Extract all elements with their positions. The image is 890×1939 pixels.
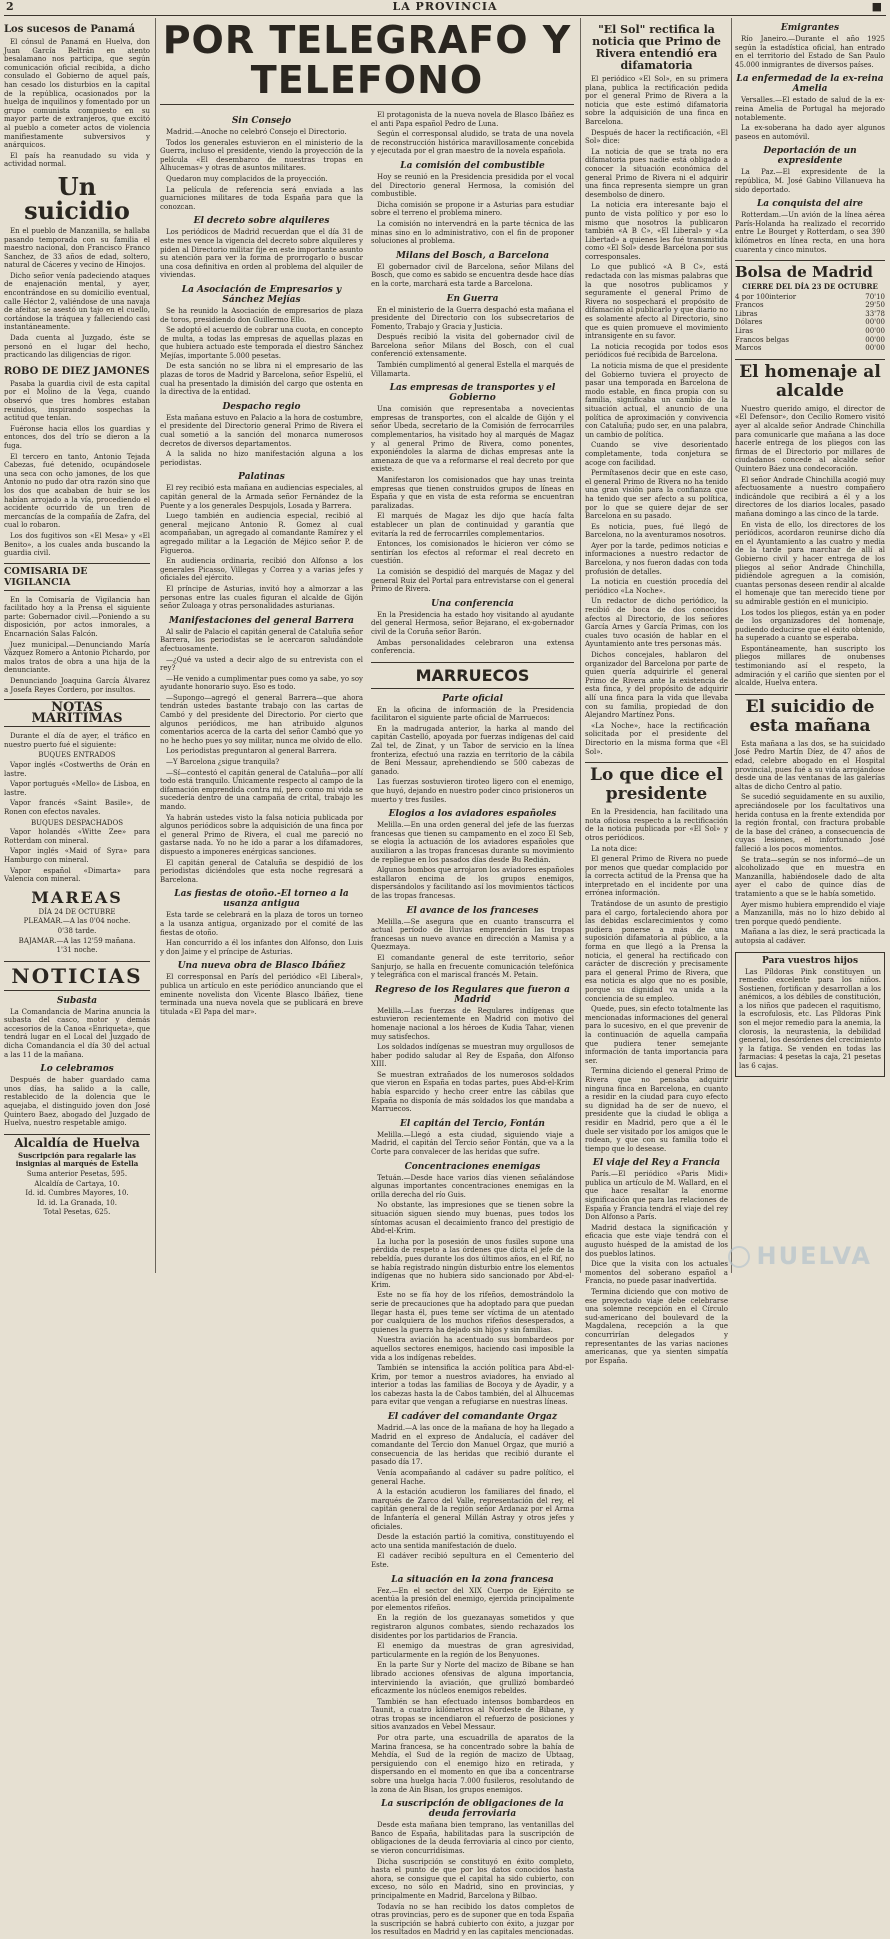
section-heading: La enfermedad de la ex-reina Amelia	[736, 74, 884, 95]
bolsa-label: Dólares	[735, 318, 763, 327]
article-paragraph: Todos los generales estuvieron en el ministerio de la Guerra, incluso el presidente, viendo la proyección de la película «El desembarco de nuestras tropas en Alhucemas» y otras de asuntos militares.	[160, 138, 363, 173]
article-paragraph: Se adoptó el acuerdo de cobrar una cuota, en concepto de multa, a todas las empresas de aquellas plazas en que hubiera actuado este temporada el diestro Sánchez Mejías, importante 5.000 pesetas.	[160, 326, 363, 360]
article-paragraph: Ayer mismo hubiera emprendido el viaje a Manzanilla, más no lo hizo debido al tren porque quedó pendiente.	[735, 900, 885, 926]
article-paragraph: Este no se fía hoy de los rifeños, demostrándolo la serie de precauciones que ha adoptado para que puedan llegar hasta él, pues teme ser víctima de un atentado por cualquiera de los muchos rifeños desesperados, a quienes la guerra ha dejado sin hijos y sin familias.	[371, 1291, 574, 1334]
telegraph-columns	[160, 111, 574, 1939]
section-heading: Regreso de los Regulares que fueron a Madrid	[375, 984, 570, 1005]
article-paragraph: Esta mañana estuvo en Palacio a la hora de costumbre, el presidente del Directorio general Primo de Rivera el cual sometió a la sanción del monarca numerosos decretos de diversos departamentos.	[160, 413, 363, 448]
article-paragraph: En la Presidencia, han facilitado una nota oficiosa respecto a la rectificación de la noticia publicada por «El Sol» y otros periódicos.	[585, 808, 728, 842]
section-heading: Milans del Bosch, a Barcelona	[395, 250, 550, 261]
article-paragraph: De esta sanción no se libra ni el empresario de las plazas de toros de Madrid y Barcelona, señor Espeliú, el cual ha presentado la dimisión del cargo que ostenta en la directiva de la entidad.	[160, 362, 363, 397]
bolsa-label: Francos	[735, 301, 764, 310]
article-paragraph: La Comandancia de Marina anuncia la subasta del casco, motor y demás accesorios de la Canoa «Enriqueta», que tendrá lugar en el Local del Juzgado de dicha Comandancia el día 30 del actual a las 11 de la mañana.	[4, 1007, 150, 1059]
column-divider	[731, 18, 732, 1273]
section-heading: El capitán del Tercio, Fontán	[400, 1118, 545, 1129]
headline-suicidio: Un suicidio	[24, 171, 130, 225]
article-paragraph: —Supongo—agregó el general Barrera—que ahora tendrán ustedes bastante trabajo con las cartas de Cambó y del presidente del Directorio. Por cierto que algunos periódicos, me han atribuido algunos comentarios acerca de la carta del señor Cambó que yo no he hecho pues yo soy militar, nunca me olvido de ello.	[160, 693, 363, 745]
section-heading: Concentraciones enemigas	[404, 1161, 541, 1172]
article-paragraph: Vapor holandés «Witte Zee» para Rotterdam con mineral.	[4, 828, 150, 845]
article-paragraph: La noticia de que se trata no era difamatoria pues nadie está obligado a conocer la situación económica del general Primo de Rivera ni el adquirir una finca representa siempre un gran desembolso de dinero.	[585, 147, 728, 199]
article-paragraph: El país ha reanudado su vida y actividad normal.	[4, 151, 150, 169]
masthead	[0, 0, 890, 16]
article-paragraph: Dice que la visita con los actuales momentos del soberano español a Francia, no puede pasar inadvertida.	[585, 1260, 728, 1286]
article-paragraph: Los todos los pliegos, están ya en poder de los organizadores del homenaje, pudiendo deducirse que el éxito obtenido, ha superado a cuanto se esperaba.	[735, 608, 885, 643]
article-paragraph: Ayer por la tarde, pedimos noticias e informaciones a nuestro redactor de Barcelona, y nos fueron dadas con toda profusión de detalles.	[585, 541, 728, 576]
section-heading: Deportación de un expresidente	[763, 146, 857, 167]
section-heading: El cadáver del comandante Orgaz	[387, 1412, 558, 1423]
article-paragraph: Permítasenos decir que en este caso, el general Primo de Rivera no ha tenido una gran visión para la confianza que ha tenido que ser afecto a su política, por lo que se quiere dejar de ser Barcelona en su pasado.	[585, 469, 728, 521]
section-heading: El viaje del Rey a Francia	[592, 1158, 721, 1169]
article-paragraph: Nuestra aviación ha acentuado sus bombardeos por aquellos sectores enemigos, haciendo casi imposible la vida a los indígenas rebeldes.	[371, 1336, 574, 1362]
column-2	[160, 18, 574, 1937]
bolsa-value: 00'00	[865, 335, 885, 344]
alcaldia-line: Id. id. La Granada, 10.	[37, 1198, 117, 1207]
article-paragraph: Tratándose de un asunto de prestigio para el cargo, fortaleciendo ahora por las debidas esclarecimientos y como pudiera ponerse a más de una suposición difamatoria al público, a la forma en que llegó a la Prensa la noticia, el general ha rectificado con carácter de discreción y precisamente para el general Primo de Rivera, que esa noticia es algo que no es posible, porque su dignidad va unida a la conciencia de su empleo.	[585, 900, 728, 1003]
bolsa-value: 70'10	[865, 292, 885, 301]
headline-homenaje: El homenaje al alcalde	[735, 359, 885, 401]
article-paragraph: Dicha suscripción se constituyó en éxito completo, hasta el punto de que por los datos conocidos hasta ahora, se consigue que el capital ha sido cubierto, con exceso, no sólo en Madrid, sino en provincias, y principalmente en Madrid, Barcelona y Bilbao.	[371, 1857, 574, 1900]
mareas-bajamar: BAJAMAR.—A las 12'59 mañana.	[18, 936, 136, 945]
bolsa-value: 33'78	[865, 309, 885, 318]
article-paragraph: A la estación acudieron los familiares del finado, el marqués de Zarco del Valle, representación del rey, el capitán general de la región señor Ardanaz por el Arma de Infantería el general Millán Astray y otros jefes y oficiales.	[371, 1488, 574, 1531]
subheading-subasta: Subasta	[56, 995, 98, 1006]
article-paragraph: Cuando se vive desorientado completamente, toda conjetura se acoge con facilidad.	[585, 441, 728, 467]
bolsa-table	[735, 293, 885, 353]
article-paragraph: El comandante general de este territorio, señor Sanjurjo, se halla en frecuente comunicación telefónica y telegráfica con el mariscal francés M. Petain.	[371, 953, 574, 980]
section-heading: La suscripción de obligaciones de la deuda ferroviaria	[381, 1799, 564, 1820]
bolsa-label: Marcos	[735, 344, 762, 353]
article-paragraph: En la parte Sur y Norte del macizo de Bibane se han librado acciones ofensivas de alguna importancia, interviniendo la aviación, que grullizó bombardeó eficazmente los núcleos enemigos rebeldes.	[371, 1661, 574, 1696]
newspaper-name: LA PROVINCIA	[392, 0, 498, 13]
article-paragraph: Se ha reunido la Asociación de empresarios de plaza de toros, presidiendo don Guillermo Ello.	[160, 306, 363, 324]
article-paragraph: Vapor inglés «Costwerths de Orán en lastre.	[4, 761, 150, 778]
bolsa-date: CIERRE DEL DÍA 23 DE OCTUBRE	[742, 282, 878, 292]
headline-robo: ROBO DE DIEZ JAMONES	[4, 365, 150, 377]
headline-marruecos: MARRUECOS	[371, 662, 574, 689]
alcaldia-total: Total Pesetas, 625.	[43, 1208, 111, 1217]
article-paragraph: «La Noche», hace la rectificación solicitada por el presidente del Directorio en la misma forma que «El Sol».	[585, 721, 728, 756]
headline-comisaria: COMISARIA DE VIGILANCIA	[4, 563, 150, 591]
section-heading: Parte oficial	[442, 693, 503, 704]
article-paragraph: Un redactor de dicho periódico, la recibió de boca de dos conocidos afectos al Directorio, de los señores García Arnes y García Primas, con los cuales tuvo ocasión de hablar en el Ayuntamiento ante tres personas más.	[585, 597, 728, 649]
column-divider	[155, 18, 156, 1273]
article-paragraph: Vapor inglés «Maid of Syra» para Hamburgo con mineral.	[4, 847, 150, 864]
telegraph-right	[371, 111, 574, 1939]
article-paragraph: Los soldados indígenas se muestran muy orgullosos de haber podido saludar al Rey de España, don Alfonso XIII.	[371, 1043, 574, 1069]
article-paragraph: La noticia en cuestión procedía del periódico «La Noche».	[585, 578, 728, 595]
article-paragraph: Una comisión que representaba a novecientas empresas de transportes, con el alcalde de Gijón y el señor Ubeda, secretario de la Comisión de ferrocarriles complementarios, ha visitado hoy al marqués de Magaz y al general Primo de Rivera, como ponentes, exponiéndoles la alarma de dichas empresas ante la amenaza de que va a reformarse el real decreto por que existe.	[371, 405, 574, 474]
masthead-mark: ■	[871, 0, 882, 13]
article-paragraph: También cumplimentó al general Estella el marqués de Villamarta.	[371, 361, 574, 378]
article-paragraph: Durante el día de ayer, el tráfico en nuestro puerto fué el siguiente:	[4, 732, 150, 749]
section-heading: Una nueva obra de Blasco Ibáñez	[177, 961, 346, 972]
article-paragraph: El tercero en tanto, Antonio Tejada Cabezas, fué detenido, ocupándosele una seca con ocho jamones, de los que Antonio no pudo dar otra razón sino que los dos que acababan de huir se los habían arrojado a la vía, procediendo el accidente ocurrido de un tren de mercancías de la compañía de Zafra, del cual lo robaron.	[4, 452, 150, 530]
headline-el-sol: "El Sol" rectifica la noticia que Primo de Rivera entendió era difamatoria	[592, 23, 721, 72]
article-paragraph: En el ministerio de la Guerra despachó esta mañana el presidente del Directorio con los subsecretarios de Fomento, Trabajo y Gracia y Justicia.	[371, 305, 574, 331]
page-number: 2	[6, 0, 14, 13]
article-paragraph: Esta tarde se celebrará en la plaza de toros un torneo a la usanza antigua, organizado por el comité de las fiestas de otoño.	[160, 911, 363, 937]
bolsa-row	[735, 344, 885, 353]
mareas-date: DÍA 24 DE OCTUBRE	[38, 907, 116, 916]
article-paragraph: Dicha comisión se propone ir a Asturias para estudiar sobre el terreno el problema minero.	[371, 200, 574, 218]
section-heading: La comisión del combustible	[400, 160, 545, 171]
article-paragraph: La comisión se despidió del marqués de Magaz y del general Ruiz del Portal para entrevistarse con el general Primo de Rivera.	[371, 567, 574, 594]
article-paragraph: En el pueblo de Manzanilla, se hallaba pasando temporada con su familia el maestro nacional, don Francisco Franco Sanchez, de 33 años de edad, soltero, natural de Cáceres y vecino de Hinojos.	[4, 226, 150, 270]
article-paragraph: Dada cuenta al Juzgado, éste se personó en el lugar del hecho, practicando las diligencias de rigor.	[4, 334, 150, 360]
article-paragraph: Melilla.—Las fuerzas de Regulares indígenas que estuvieron recientemente en Madrid con motivo del homenaje nacional a los héroes de Kudia Tahar, vienen muy satisfechos.	[371, 1006, 574, 1041]
article-paragraph: Juez municipal.—Denunciando María Vázquez Romero a Antonio Pichardo, por malos tratos de obra a una hija de la denunciante.	[4, 640, 150, 675]
article-paragraph: Manifestaron los comisionados que hay unas treinta empresas que tienen construidos grupos de líneas en España y que en vista de esta reforma se encuentran paralizadas.	[371, 476, 574, 510]
watermark: HUELVA	[756, 1242, 872, 1270]
article-paragraph: Ya habrán ustedes visto la falsa noticia publicada por algunos periódicos sobre la adquisición de una finca por el general Primo de Rivera, el cual me pareció no gastarse nada. Yo no he ido a parar a los difamadores, dispuesto a imponeres enérgicas sanciones.	[160, 813, 363, 856]
article-paragraph: También se han efectuado intensos bombardeos en Taunit, a cuatro kilómetros al Nordeste de Bibane, y otras tropas se incendiaron el refuerzo de posiciones y sitios avanzados en Vebel Messaur.	[371, 1697, 574, 1732]
article-paragraph: El general Primo de Rivera no puede por menos que quedar complacido por la correcta actitud de la Prensa que ha interpretado en el incidente por una errónea información.	[585, 855, 728, 898]
section-heading: Manifestaciones del general Barrera	[169, 615, 354, 626]
article-paragraph: Se sucedió seguidamente en su auxilio, apreciándosele por los facultativos una herida contusa en la frente extendida por la región frontal, con fractura probable de la base del cráneo, a consecuencia de cuyas lesiones, el infortunado José falleció a los pocos momentos.	[735, 793, 885, 853]
bolsa-row	[735, 336, 885, 345]
article-paragraph: Termina diciendo el general Primo de Rivera que no pensaba adquirir ninguna finca en Barcelona, en cuanto a residir en la ciudad para cuyo efecto su dignidad ha de ser de nuevo, el presidente que la ciudad le obliga a residir en Madrid, pero que a él le duele ser visitado por los amigos que le rodean, y que con su familia todo el tiempo que lo desease.	[585, 1067, 728, 1153]
ad-text: Las Píldoras Pink constituyen un remedio excelente para los niños. Sostienen, fortifican y desarrollan a los anémicos, a los débiles de constitución, a los niños que padecen el raquitismo, la escrofulosis, etc. Las Píldoras Pink son el mejor remedio para la anemia, la clorosis, la neurastenia, la debilidad general, los desórdenes del crecimiento y la fatiga. Se venden en todas las farmacias: 4 pesetas la caja, 21 pesetas las 6 cajas.	[739, 967, 881, 1071]
column-1	[4, 18, 150, 1273]
article-paragraph: Nuestro querido amigo, el director de «El Defensor», don Cecilio Romero visitó ayer al alcalde señor Andrade Chinchilla para comunicarle que mañana a las doce hacerle entrega de los pliegos con las firmas de el Directorio por millares de ciudadanos concede al alcalde señor Quintero Báez una condecoración.	[735, 404, 885, 473]
bolsa-row	[735, 318, 885, 327]
article-paragraph: Melilla.—Llegó a esta ciudad, siguiendo viaje a Madrid, el capitán del Tercio señor Fontán, que va a la Corte para convalecer de las heridas que sufre.	[371, 1130, 574, 1157]
article-paragraph: Los periodistas preguntaron al general Barrera.	[166, 747, 337, 756]
article-paragraph: Denunciando Joaquina García Álvarez a Josefa Reyes Cordero, por insultos.	[4, 677, 150, 694]
article-paragraph: El cónsul de Panamá en Huelva, don Juan García Beltrán en atento besalamano nos participa, que según comunicación oficial recibida, a dicho consulado el Gobierno de aquel país, han cesado los disturbios en la capital de la república, ocasionados por la huelga de inquilinos y fomentado por un grupo comunista compuesto en su mayor parte de extranjeros, que excitó al pueblo a cometer actos de violencia manifiestamente subversivos y anárquicos.	[4, 38, 150, 150]
alcaldia-line: Suma anterior Pesetas, 595.	[26, 1170, 128, 1178]
article-paragraph: Ambas personalidades celebraron una extensa conferencia.	[371, 638, 574, 656]
article-paragraph: En la región de los guezanayas sometidos y que registraron algunos combates, siendo rechazados los disidentes por los partidarios de Francia.	[371, 1614, 574, 1640]
article-paragraph: Después de haber guardado cama unos días, ha salido a la calle, restablecido de la dolencia que le aquejaba, el distinguido joven don José Quintero Baez, abogado del Juzgado de Huelva, nuestro respetable amigo.	[4, 1076, 150, 1128]
headline-mareas: MAREAS	[31, 887, 123, 907]
article-paragraph: Espontáneamente, han suscripto los pliegos millares de onubenses testimoniando así el respeto, la admiración y el cariño que sienten por el alcalde, Huelva entera.	[735, 644, 885, 688]
article-paragraph: El enemigo da muestras de gran agresividad, particularmente en la región de los Benyuones.	[371, 1642, 574, 1659]
article-paragraph: Madrid destaca la significación y eficacia que este viaje tendrá con el augusto huésped de la amistad de los dos pueblos latinos.	[585, 1223, 728, 1258]
article-paragraph: Quede, pues, sin efecto totalmente las mencionadas informaciones del general para lo sucesivo, en el que prevenir de la continuación de aquella campaña que pudiera tener semejante información de tanta importancia para ser.	[585, 1005, 728, 1065]
article-paragraph: El corresponsal en París del periódico «El Liberal», publica un artículo en este periódico anunciando que el eminente novelista don Vicente Blasco Ibáñez, tiene terminada una nueva novela que se publicará en breve titulada «El Papa del mar».	[160, 973, 363, 1016]
section-heading: Las empresas de transportes y el Gobierno	[389, 383, 556, 404]
article-paragraph: Esta mañana a las dos, se ha suicidado José Pedro Martín Díez, de 47 años de edad, celebre abogado en el Hospital provincial, pues fué a su vida arrojándose desde una de las ventanas de las galerías altas de dicho Centro al patio.	[735, 739, 885, 791]
article-paragraph: En la oficina de información de la Presidencia facilitaron el siguiente parte oficial de Marruecos:	[371, 705, 574, 723]
bolsa-value: 00'00	[865, 344, 885, 353]
article-paragraph: —¿Qué va usted a decir algo de su entrevista con el rey?	[160, 655, 363, 673]
article-paragraph: Después recibió la visita del gobernador civil de Barcelona señor Milans del Bosch, con el cual conferenció extensamente.	[371, 333, 574, 359]
article-paragraph: Los periódicos de Madrid recuerdan que el día 31 de este mes vence la vigencia del decreto sobre alquileres y piden al Directorio militar fije en este importante asunto su atención para ver la forma de prorrogarlo o buscar una cosa definitiva en orden al problema del alquiler de viviendas.	[160, 228, 363, 280]
article-paragraph: Madrid.—A las once de la mañana de hoy ha llegado a Madrid en el expreso de Andalucía, el cadáver del comandante del Tercio don Manuel Orgaz, que murió a consecuencia de las heridas que recibió durante el pasado día 17.	[371, 1424, 574, 1467]
article-paragraph: Los dos fugitivos son «El Mesa» y «El Benito», a los cuales anda buscando la guardia civil.	[4, 531, 150, 558]
article-paragraph: Río Janeiro.—Durante el año 1925 según la estadística oficial, han entrado en el territorio del Estado de San Paulo 45.000 inmigrantes de diversos países.	[735, 35, 885, 69]
article-paragraph: —Sí—contestó el capitán general de Cataluña—por allí todo está tranquilo. Unicamente respecto al campo de la difamación emprendida contra mí, pero como mi vida se sucedería dentro de una campaña de crital, trabajo les mando.	[160, 768, 363, 811]
article-paragraph: Desde la estación partió la comitiva, constituyendo el acto una sentida manifestación de duelo.	[371, 1533, 574, 1550]
section-heading: Emigrantes	[780, 23, 840, 33]
section-heading: Despacho regio	[222, 401, 301, 412]
headline-sucesos: Los sucesos de Panamá	[4, 24, 135, 35]
bolsa-row	[735, 327, 885, 336]
headline-suicidio-manana: El suicidio de esta mañana	[735, 694, 885, 736]
article-paragraph: La noticia misma de que el presidente del Gobierno tuviera el proyecto de pasar una temporada en Barcelona de modo estable, en finca propia con su familia, significaba un cambio de la situación actual, el anuncio de una política de aproximación y convivencia con Cataluña; pudo ser, en una palabra, un cambio de política.	[585, 362, 728, 439]
article-paragraph: Después de hacer la rectificación, «El Sol» dice:	[585, 128, 728, 146]
article-paragraph: El señor Andrade Chinchilla acogió muy afectuosamente a nuestro compañero indicándole que recibirá a él y a los directores de los diarios locales, pasado mañana domingo a las cinco de la tarde.	[735, 475, 885, 518]
main-headline: POR TELEGRAFO Y TELEFONO	[160, 20, 574, 105]
article-paragraph: Hoy se reunió en la Presidencia presidida por el vocal del Directorio general Hermosa, la comisión del combustible.	[371, 172, 574, 199]
masthead-rule	[4, 15, 886, 16]
article-paragraph: En la madrugada anterior, la harka al mando del capitán Castelló, apoyada por fuerzas indígenas del caid Zal tel, de Zinat, y un Tabor de servicio en la línea fronteriza, efectuó una razzia en territorio de la cábila de Beni Messaur, aprehendiendo se 500 cabezas de ganado.	[371, 724, 574, 776]
article-paragraph: En vista de ello, los directores de los periódicos, acordaron reunirse dicho día en el Ayuntamiento a las cuatro y media de la tarde para marchar de allí al Gobierno civil y hacer entrega de los pliegos al señor Andrade Chinchilla, pidiéndole agreguen a la comisión, cuantas personas deseen rendir al alcalde el homenaje que tan merecido tiene por su admirable gestión en el municipio.	[735, 520, 885, 606]
article-paragraph: El rey recibió esta mañana en audiencias especiales, al capitán general de la Armada señor Fernández de la Puente y a los generales Despujols, Losada y Barrera.	[160, 484, 363, 510]
article-paragraph: Vapor portugués «Mello» de Lisboa, en lastre.	[4, 780, 150, 797]
article-paragraph: A la salida no hizo manifestación alguna a los periodistas.	[160, 450, 363, 467]
article-paragraph: —He venido a cumplimentar pues como ya sabe, yo soy ayudante honorario suyo. Eso es todo.	[160, 674, 364, 692]
alcaldia-subtitle: Suscripción para regalarle las insignias al marqués de Estella	[15, 1150, 139, 1169]
article-paragraph: La noticia recogida por todos esos periódicos fué recibida de Barcelona.	[585, 342, 728, 360]
mareas-bajamar-2: 1'31 noche.	[56, 946, 98, 955]
column-3	[585, 18, 728, 1365]
article-paragraph: La lucha por la posesión de unos fusiles supone una pérdida de respeto a las órdenes que dicta el jefe de la rebeldía, pues durante los dos últimos años, en el Rif, no se había registrado ningún disturbio entre los elementos indígenas que no hubiera sido sancionado por Abd-el-Krim.	[371, 1237, 574, 1289]
article-paragraph: Algunos bombos que arrojaron los aviadores españoles estallaron encima de los grupos enemigos, dispersándolos y facilitando así los movimientos tácticos de las tropas francesas.	[371, 866, 574, 900]
section-heading: La conquista del aire	[756, 199, 864, 210]
bolsa-value: 29'50	[865, 301, 885, 310]
article-paragraph: Venía acompañando al cadáver su padre político, el general Hache.	[371, 1469, 574, 1486]
article-paragraph: Pasaba la guardia civil de esta capital por el Molino de la Vega, cuando observó que tres hombres estaban reunidos, inspirando sospechas la actitud que tenían.	[4, 379, 150, 423]
bolsa-row	[735, 293, 885, 302]
article-paragraph: También se intensifica la acción política para Abd-el-Krim, por temor a nuestros aviadores, ha enviado al interior a todas las familias de Bocoya y de Ayadir, y a los cabezas hasta la de Cabos también, del al Alhucemas para evitar que vengan a refugiarse en nuestras líneas.	[371, 1364, 574, 1407]
section-heading: La Asociación de Empresarios y Sánchez Mejías	[181, 284, 342, 305]
article-paragraph: Vapor francés «Saint Basile», de Ronen con efectos navales.	[4, 799, 150, 816]
watermark-icon	[728, 1246, 750, 1268]
bolsa-row	[735, 301, 885, 310]
section-heading: El decreto sobre alquileres	[193, 216, 330, 227]
bolsa-value: 00'00	[865, 327, 885, 336]
bolsa-label: Francos belgas	[735, 335, 789, 344]
telegraph-left	[160, 111, 363, 1939]
article-paragraph: Melilla.—Se asegura que en cuanto transcurra el actual período de lluvias emprenderán las tropas francesas un nuevo avance en dirección a Mamisa y a Quezmaya.	[371, 917, 574, 952]
article-paragraph: Se trata—según se nos informó—de un alcoholizado que en muestra en Manzanilla, habiéndosele dado de alta ayer el cabo de quince días de tratamiento a que se le había sometido.	[735, 855, 885, 898]
advertisement-pink-pills	[735, 952, 885, 1077]
article-paragraph: Las fuerzas sostuvieron tiroteo ligero con el enemigo, que huyó, dejando en nuestro poder cinco prisioneros un muerto y tres fusiles.	[371, 778, 574, 804]
bolsa-value: 00'00	[865, 318, 885, 327]
subheading-celebramos: Lo celebramos	[40, 1064, 114, 1075]
bolsa-label: 4 por 100interior	[735, 292, 797, 301]
article-paragraph: En audiencia ordinaria, recibió don Alfonso a los generales Picasso, Villegas y Correa y a varias jefes y oficiales del ejército.	[160, 557, 363, 583]
column-divider	[580, 18, 581, 1273]
article-paragraph: Han concurrido a él los infantes don Alfonso, don Luis y don Jaime y el príncipe de Asturias.	[160, 939, 363, 956]
article-paragraph: Fuéronse hacia ellos los guardias y entonces, dos del trío se dieron a la fuga.	[4, 424, 150, 450]
article-paragraph: En la Comisaría de Vigilancia han facilitado hoy a la Prensa el siguiente parte: Gobernador civil.—Poniendo a su disposición, por actos inmorales, a Encarnación Salas Falcón.	[4, 595, 150, 639]
headline-bolsa: Bolsa de Madrid	[735, 260, 885, 281]
subheading-entrados: BUQUES ENTRADOS	[38, 751, 116, 760]
article-paragraph: Tetuán.—Desde hace varios días vienen señalándose algunas importantes concentraciones enemigas en la orilla derecha del río Guis.	[371, 1173, 574, 1199]
article-paragraph: Lo que publicó «A B C», está redactada con las mismas palabras que la que nosotros publicamos y seguramente el general Primo de Rivera no sospechará el propósito de difamación al publicarlo y que diario no es solamente afecto al Directorio, sino que es quien promueve el movimiento intransigente en su favor.	[585, 263, 728, 341]
article-paragraph: Todavía no se han recibido los datos completos de otras provincias, pero es de suponer que en toda España la suscripción se habrá cubierto con éxito, a juzgar por los resultados en Madrid y en las capitales mencionadas.	[371, 1902, 574, 1937]
article-paragraph: Melilla.—En una orden general del jefe de las fuerzas francesas que tienen su campamento en el zoco El Seb, se elogia la actuación de los aviadores españoles que auxiliaron a las tropas francesas durante su movimiento de repliegue en los pasados días desde Bu Redián.	[371, 821, 574, 864]
section-heading: Sin Consejo	[231, 116, 292, 126]
article-paragraph: Al salir de Palacio el capitán general de Cataluña señor Barrera, los periodistas se le acercaron saludándole afectuosamente.	[160, 627, 363, 653]
bolsa-label: Libras	[735, 309, 758, 318]
headline-alcaldia: Alcaldía de Huelva	[4, 1134, 150, 1149]
article-paragraph: La película de referencia será enviada a las guarniciones militares de toda España para que la conozcan.	[160, 185, 363, 211]
article-paragraph: La comisión no intervendrá en la parte técnica de las minas sino en lo administrativo, con el fin de proponer soluciones al problema.	[371, 219, 574, 246]
section-heading: En Guerra	[446, 293, 499, 304]
ad-title: Para vuestros hijos	[761, 955, 859, 966]
article-paragraph: Desde esta mañana bien temprano, las ventanillas del Banco de España, habilitadas para la suscripción de obligaciones de la deuda ferroviaria al cinco por ciento, se vieron concurridísimas.	[371, 1821, 574, 1855]
article-paragraph: El periódico «El Sol», en su primera plana, publica la rectificación pedida por el general Primo de Rivera a la noticia que este estimó difamatoria sobre la adquisición de una finca en Barcelona.	[585, 75, 728, 126]
article-paragraph: El cadáver recibió sepultura en el Cementerio del Este.	[371, 1552, 574, 1569]
article-paragraph: Es noticia, pues, fué llegó de Barcelona, no la aventuramos nosotros.	[585, 522, 728, 540]
headline-lo-que-dice: Lo que dice el presidente	[585, 762, 728, 804]
article-paragraph: Vapor español «Dimarta» para Valencia con mineral.	[4, 866, 150, 884]
article-paragraph: Termina diciendo que con motivo de ese proyectado viaje debe celebrarse una solemne recepción en el Círculo sud-americano del boulevard de la Magdalena, recepción a la que concurrirían delegados y representantes de las varias naciones americanas, que ya sienten simpatía por España.	[585, 1288, 728, 1365]
mareas-pleamar-2: 0'38 tarde.	[57, 926, 97, 935]
section-heading: Las fiestas de otoño.-El torneo a la usanza antigua	[174, 889, 349, 910]
article-paragraph: El marqués de Magaz les dijo que hacía falta establecer un plan de continuidad y garantía que evitaría la red de ferrocarriles complementarios.	[371, 512, 574, 538]
section-heading: Elogios a los aviadores españoles	[388, 809, 557, 820]
section-heading: Una conferencia	[431, 598, 514, 609]
headline-notas-maritimas: NOTAS MARÍTIMAS	[4, 699, 150, 727]
article-paragraph: Dicho señor venía padeciendo ataques de enajenación mental, y ayer, encontrándose en su domicilio eventual, calle Héctor 2, valiéndose de una navaja de afeitar, se asestó un tajo en el cuello, cortándose la tráquea y falleciendo casi instantáneamente.	[4, 271, 150, 332]
article-paragraph: Fez.—En el sector del XIX Cuerpo de Ejército se acentúa la presión del enemigo, ejercida principalmente por elementos rifeños.	[371, 1586, 574, 1612]
column-4	[735, 18, 885, 1273]
article-paragraph: —Y Barcelona ¿sigue tranquila?	[166, 758, 280, 767]
article-paragraph: El gobernador civil de Barcelona, señor Milans del Bosch, que como es sabido se encuentra desde hace días en la corte, marchará esta tarde a Barcelona.	[371, 262, 574, 288]
alcaldia-line: Alcaldía de Cartaya, 10.	[34, 1179, 120, 1188]
article-paragraph: No obstante, las impresiones que se tienen sobre la situación siguen siendo muy buenas, pues todos los síntomas acusan el decaimiento franco del prestigio de Abd-el-Krim.	[371, 1201, 574, 1236]
article-paragraph: El protagonista de la nueva novela de Blasco Ibáñez es el anti Papa español Pedro de Luna.	[371, 111, 574, 128]
article-paragraph: Se muestran extrañados de los numerosos soldados que vieron en España en todas partes, pues Abd-el-Krim había esparcido y hecho creer entre las cábilas que España no disponía de más soldados los que mandaba a Marruecos.	[371, 1070, 574, 1114]
article-paragraph: Rotterdam.—Un avión de la línea aérea París-Holanda ha realizado el recorrido entre Le Bourget y Rotterdam, o sea 390 kilómetros en línea recta, en una hora cuarenta y cinco minutos.	[735, 211, 885, 254]
article-paragraph: La nota dice:	[591, 844, 638, 853]
article-paragraph: Versalles.—El estado de salud de la ex-reina Amelia de Portugal ha mejorado notablemente.	[735, 96, 885, 122]
bolsa-label: Liras	[735, 327, 753, 336]
article-paragraph: La noticia era interesante bajo el punto de vista político y por eso lo mismo que nosotros la publicaron también «A B C», «El Liberal» y «La Libertad» a quienes les fué transmitida como «El Sol» desde Barcelona por sus corresponsales.	[585, 201, 728, 261]
article-paragraph: La ex-soberana ha dado ayer algunos paseos en automóvil.	[735, 124, 885, 141]
article-paragraph: Según el corresponsal aludido, se trata de una novela de reconstrucción histórica maravillosamente concebida y ejecutada por el gran maestro de la novela española.	[371, 130, 574, 156]
article-paragraph: Luego también en audiencia especial, recibió al general mejicano Antonio R. Gomez al cual acompañaban, un agregado al comandante Ramírez y el agregado militar a la Legación de Méjico señor P. de Figueroa.	[160, 512, 363, 555]
article-paragraph: En la Presidencia ha estado hoy visitando al ayudante del general Hermosa, señor Bejarano, el ex-gobernador civil de la Coruña señor Barón.	[371, 610, 574, 636]
article-paragraph: La Paz.—El expresidente de la república, M. José Gabino Villanueva ha sido deportado.	[735, 168, 885, 194]
article-paragraph: Por otra parte, una escuadrilla de aparatos de la Marina francesa, se ha concentrado sobre la bahía de Mehdía, el Sud de la región de macizo de Ubtaag, persiguiendo con el enemigo hizo en retirada, y dispersando en el momento en que iba a concentrarse sobre una huelga hacia 7.000 fusileros, resolutando de la zona de Ain Bisan, los grupos enemigos.	[371, 1734, 574, 1794]
article-paragraph: París.—El periódico «Paris Midi» publica un artículo de M. Wallard, en el que hace resaltar la enorme significación que para las relaciones de España y Francia tendrá el viaje del rey Don Alfonso a París.	[585, 1170, 728, 1222]
bolsa-row	[735, 310, 885, 319]
article-paragraph: Mañana a las diez, le será practicada la autopsia al cadáver.	[735, 928, 885, 945]
headline-noticias: NOTICIAS	[4, 961, 150, 991]
article-paragraph: Madrid.—Anoche no celebró Consejo el Directorio.	[166, 128, 347, 136]
section-heading: Palatinas	[238, 472, 285, 483]
section-heading: El avance de los franceses	[406, 905, 539, 916]
article-paragraph: Entonces, los comisionados le hicieron ver cómo se sentirían los efectos al reformar el real decreto en cuestión.	[371, 540, 574, 566]
article-paragraph: El capitán general de Cataluña se despidió de los periodistas diciéndoles que esta noche regresará a Barcelona.	[160, 858, 363, 884]
article-paragraph: Quedaron muy complacidos de la proyección.	[166, 174, 328, 183]
section-heading: La situación en la zona francesa	[391, 1574, 554, 1585]
article-paragraph: El príncipe de Asturias, invitó hoy a almorzar a las personas entre las cuales figuran el alcalde de Gijón señor Zuloaga y otras personalidades asturianas.	[160, 584, 363, 611]
article-paragraph: Dichos concejales, hablaron del organizador del Barcelona por parte de quien quería adquirirle el general Primo de Rivera ante la existencia de esta finca, y del propósito de adquirir allí una finca para la vida que llevaba con su familia, propiedad de don Alejandro Martínez Pons.	[585, 651, 728, 720]
subheading-despachados: BUQUES DESPACHADOS	[30, 818, 124, 827]
mareas-pleamar: PLEAMAR.—A las 0'04 noche.	[23, 917, 131, 926]
alcaldia-line: Id. id. Cumbres Mayores, 10.	[25, 1189, 129, 1198]
